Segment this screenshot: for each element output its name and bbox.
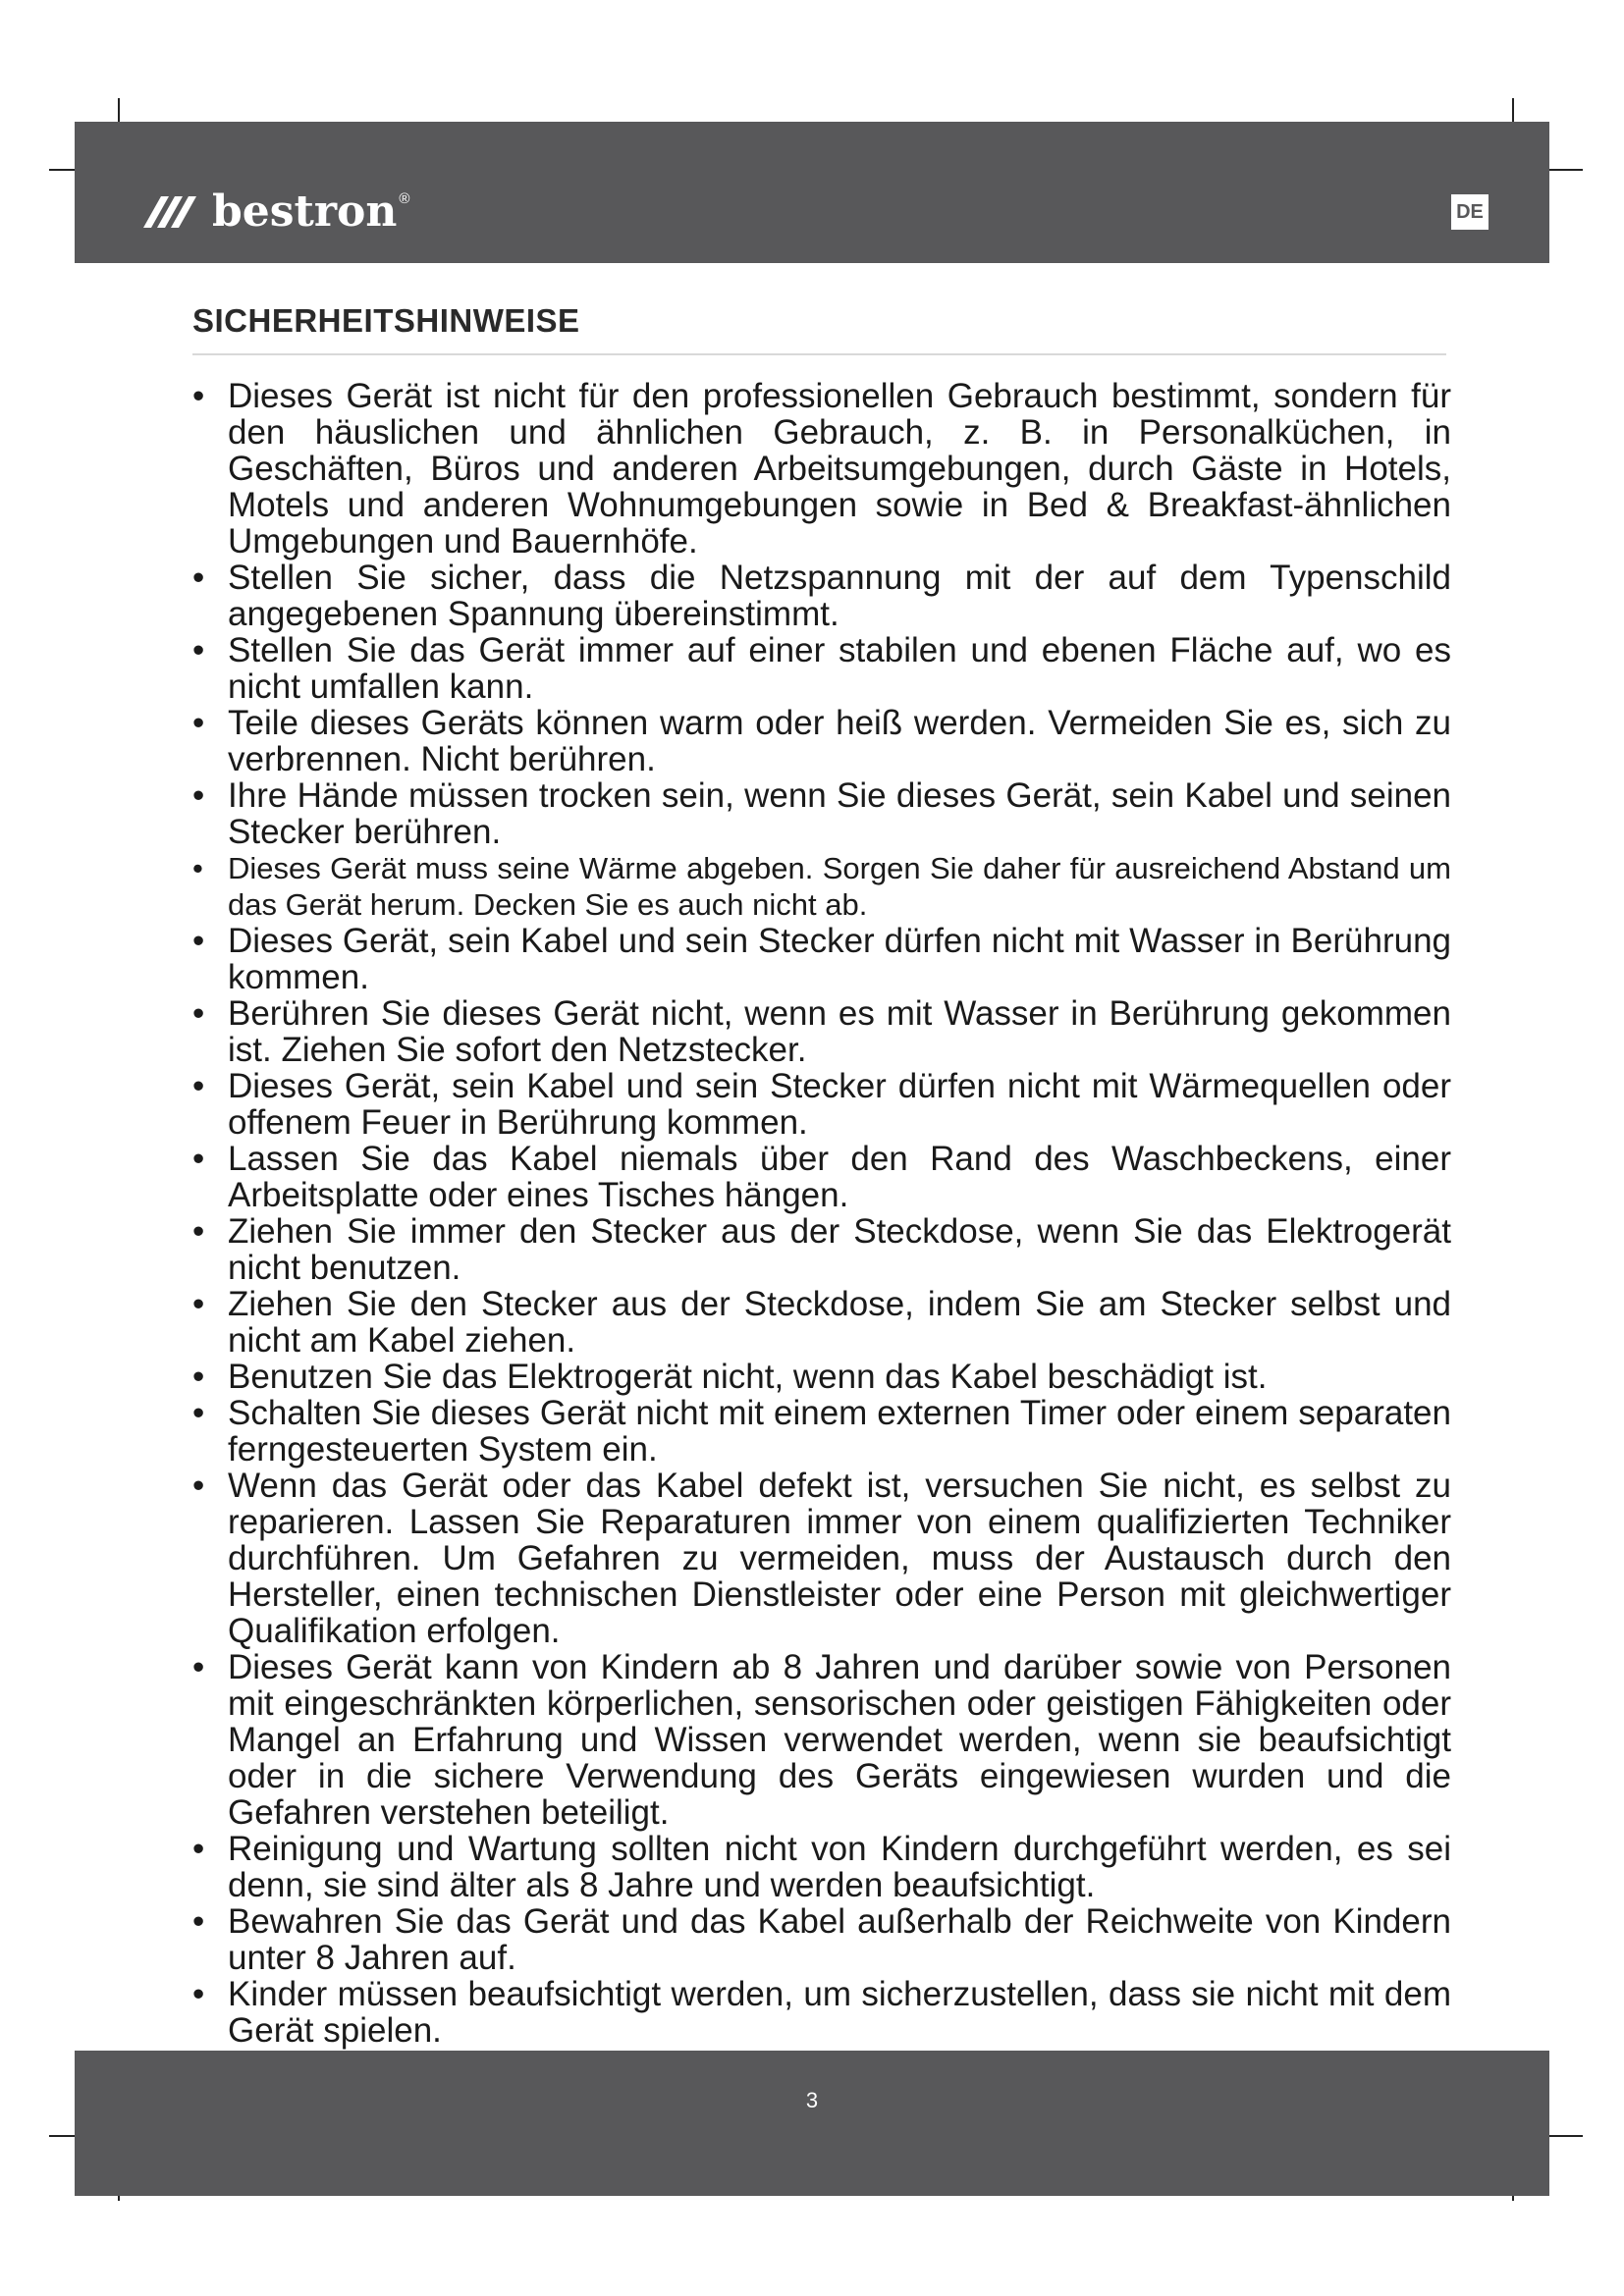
list-item xyxy=(192,777,1451,850)
list-item-text: Stellen Sie sicher, dass die Netzspannung mit der auf dem Typenschild angegebenen Spannung übereinstimmt. xyxy=(228,559,1451,633)
list-item xyxy=(192,1359,1451,1395)
list-item xyxy=(192,378,1451,560)
list-item-text: Reinigung und Wartung sollten nicht von Kindern durchgeführt werden, es sei denn, sie sind älter als 8 Jahre und werden beaufsichtigt. xyxy=(228,1830,1451,1904)
page-title: SICHERHEITSHINWEISE xyxy=(192,302,580,339)
list-item xyxy=(192,1286,1451,1359)
bullet-icon: • xyxy=(192,1830,205,1868)
bullet-icon: • xyxy=(192,1648,205,1686)
list-item xyxy=(192,560,1451,632)
bullet-icon: • xyxy=(192,1902,205,1941)
list-item-text: Dieses Gerät ist nicht für den professionellen Gebrauch bestimmt, sondern für den häuslichen und ähnlichen Gebrauch, z. B. in Personalküchen, in Geschäften, Büros und anderen Arbeitsumgebungen, durch Gäste in Hotels, Motels und anderen Wohnumgebungen sowie in Bed & Breakfast-ähnlichen Umgebungen und Bauernhöfe. xyxy=(228,377,1451,561)
bullet-list xyxy=(192,378,1451,2049)
bullet-icon: • xyxy=(192,631,205,669)
bullet-icon: • xyxy=(192,377,205,415)
list-item xyxy=(192,1213,1451,1286)
list-item xyxy=(192,850,1451,923)
bullet-icon: • xyxy=(192,851,203,885)
bullet-icon: • xyxy=(192,1067,205,1105)
language-badge: DE xyxy=(1451,194,1489,230)
list-item-text: Teile dieses Geräts können warm oder heiß werden. Vermeiden Sie es, sich zu verbrennen. Nicht berühren. xyxy=(228,704,1451,778)
list-item-text: Ziehen Sie immer den Stecker aus der Steckdose, wenn Sie das Elektrogerät nicht benutzen. xyxy=(228,1212,1451,1287)
bullet-icon: • xyxy=(192,1140,205,1178)
bullet-icon: • xyxy=(192,1975,205,2013)
list-item xyxy=(192,705,1451,777)
list-item xyxy=(192,923,1451,995)
list-item xyxy=(192,1976,1451,2049)
list-item xyxy=(192,1903,1451,1976)
bullet-icon: • xyxy=(192,1467,205,1505)
list-item-text: Ihre Hände müssen trocken sein, wenn Sie dieses Gerät, sein Kabel und seinen Stecker berühren. xyxy=(228,776,1451,851)
list-item-text: Berühren Sie dieses Gerät nicht, wenn es mit Wasser in Berührung gekommen ist. Ziehen Sie sofort den Netzstecker. xyxy=(228,994,1451,1069)
registered-mark: ® xyxy=(399,189,410,207)
list-item-text: Wenn das Gerät oder das Kabel defekt ist, versuchen Sie nicht, es selbst zu reparieren. Lassen Sie Reparaturen immer von einem qualifizierten Techniker durchführen. Um Gefahren zu vermeiden, muss der Austausch durch den Hersteller, einen technischen Dienstleister oder eine Person mit gleichwertiger Qualifikation erfolgen. xyxy=(228,1467,1451,1650)
bullet-icon: • xyxy=(192,776,205,815)
list-item-text: Stellen Sie das Gerät immer auf einer stabilen und ebenen Fläche auf, wo es nicht umfallen kann. xyxy=(228,631,1451,706)
bullet-icon: • xyxy=(192,1212,205,1251)
list-item-text: Dieses Gerät kann von Kindern ab 8 Jahren und darüber sowie von Personen mit eingeschränkten körperlichen, sensorischen oder geistigen Fähigkeiten oder Mangel an Erfahrung und Wissen verwendet werden, wenn sie beaufsichtigt oder in die sichere Verwendung des Geräts eingewiesen wurden und die Gefahren verstehen beteiligt. xyxy=(228,1648,1451,1832)
list-item xyxy=(192,1068,1451,1141)
list-item-text: Lassen Sie das Kabel niemals über den Rand des Waschbeckens, einer Arbeitsplatte oder eines Tisches hängen. xyxy=(228,1140,1451,1214)
bullet-icon: • xyxy=(192,1358,205,1396)
brand-logo xyxy=(143,187,410,237)
list-item xyxy=(192,632,1451,705)
footer-band xyxy=(75,2051,1549,2196)
page-number: 3 xyxy=(805,2088,819,2112)
chevron-logo-icon xyxy=(143,192,208,232)
title-divider xyxy=(192,353,1446,355)
list-item-text: Dieses Gerät, sein Kabel und sein Stecker dürfen nicht mit Wasser in Berührung kommen. xyxy=(228,922,1451,996)
list-item xyxy=(192,1141,1451,1213)
list-item xyxy=(192,1468,1451,1649)
bullet-icon: • xyxy=(192,559,205,597)
list-item xyxy=(192,1395,1451,1468)
list-item-text: Ziehen Sie den Stecker aus der Steckdose, indem Sie am Stecker selbst und nicht am Kabel ziehen. xyxy=(228,1285,1451,1360)
safety-instructions xyxy=(192,378,1451,2049)
list-item-text: Schalten Sie dieses Gerät nicht mit einem externen Timer oder einem separaten ferngesteuerten System ein. xyxy=(228,1394,1451,1468)
header-band xyxy=(75,122,1549,263)
bullet-icon: • xyxy=(192,922,205,960)
list-item-text: Dieses Gerät, sein Kabel und sein Stecker dürfen nicht mit Wärmequellen oder offenem Feuer in Berührung kommen. xyxy=(228,1067,1451,1142)
brand-name: bestron xyxy=(212,187,398,237)
list-item xyxy=(192,1649,1451,1831)
list-item xyxy=(192,1831,1451,1903)
list-item-text: Benutzen Sie das Elektrogerät nicht, wenn das Kabel beschädigt ist. xyxy=(228,1358,1268,1396)
bullet-icon: • xyxy=(192,704,205,742)
list-item-text: Bewahren Sie das Gerät und das Kabel außerhalb der Reichweite von Kindern unter 8 Jahren auf. xyxy=(228,1902,1451,1977)
list-item xyxy=(192,995,1451,1068)
list-item-text: Dieses Gerät muss seine Wärme abgeben. Sorgen Sie daher für ausreichend Abstand um das Gerät herum. Decken Sie es auch nicht ab. xyxy=(228,851,1451,922)
bullet-icon: • xyxy=(192,1394,205,1432)
bullet-icon: • xyxy=(192,1285,205,1323)
list-item-text: Kinder müssen beaufsichtigt werden, um sicherzustellen, dass sie nicht mit dem Gerät spielen. xyxy=(228,1975,1451,2050)
bullet-icon: • xyxy=(192,994,205,1033)
